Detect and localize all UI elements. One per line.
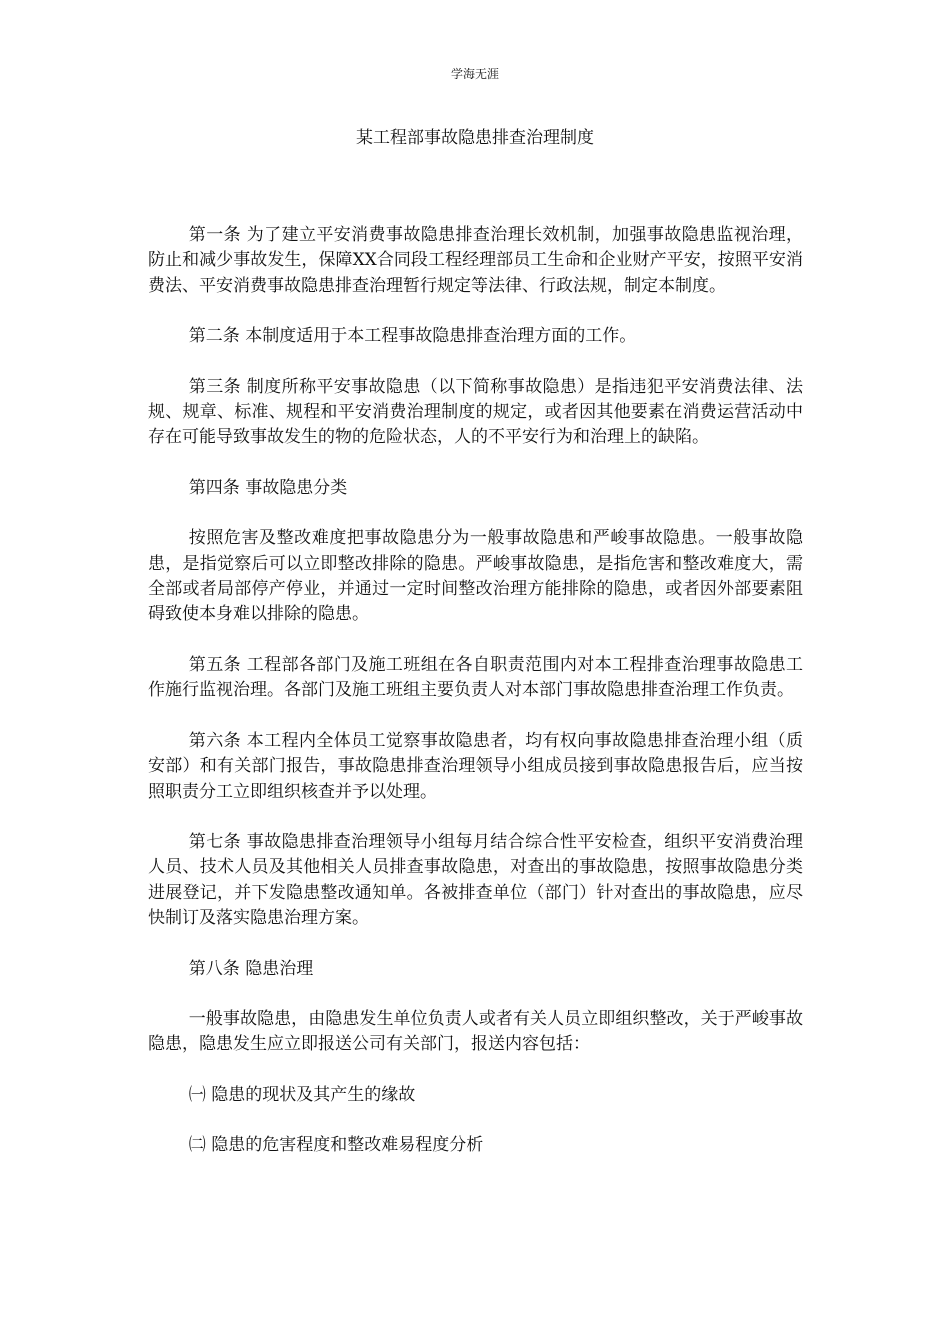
- paragraph-article-7: 第七条 事故隐患排查治理领导小组每月结合综合性平安检查，组织平安消费治理人员、技术人员及其他相关人员排查事故隐患，对查出的事故隐患，按照事故隐患分类进展登记，并下发隐患整改通知单。各被排查单位（部门）针对查出的事故隐患，应尽快制订及落实隐患治理方案。: [148, 831, 803, 929]
- paragraph-article-4: 第四条 事故隐患分类: [188, 477, 348, 498]
- paragraph-hazard-treatment: 一般事故隐患，由隐患发生单位负责人或者有关人员立即组织整改，关于严峻事故隐患，隐患发生应立即报送公司有关部门，报送内容包括：: [148, 1008, 803, 1055]
- paragraph-article-8: 第八条 隐患治理: [188, 958, 314, 979]
- paragraph-article-5: 第五条 工程部各部门及施工班组在各自职责范围内对本工程排查治理事故隐患工作施行监视治理。各部门及施工班组主要负责人对本部门事故隐患排查治理工作负责。: [148, 654, 803, 701]
- document-title: 某工程部事故隐患排查治理制度: [356, 128, 594, 148]
- paragraph-hazard-classification: 按照危害及整改难度把事故隐患分为一般事故隐患和严峻事故隐患。一般事故隐患，是指觉察后可以立即整改排除的隐患。严峻事故隐患，是指危害和整改难度大，需全部或者局部停产停业，并通过一定时间整改治理方能排除的隐患，或者因外部要素阻碍致使本身难以排除的隐患。: [148, 528, 803, 625]
- list-item-1: ㈠ 隐患的现状及其产生的缘故: [188, 1084, 416, 1105]
- paragraph-article-2: 第二条 本制度适用于本工程事故隐患排查治理方面的工作。: [188, 326, 637, 347]
- page-header: 学海无涯: [450, 67, 499, 81]
- document-body: [148, 223, 803, 1184]
- paragraph-article-1: 第一条 为了建立平安消费事故隐患排查治理长效机制，加强事故隐患监视治理，防止和减少事故发生，保障XX合同段工程经理部员工生命和企业财产平安，按照平安消费法、平安消费事故隐患排查治理暂行规定等法律、行政法规，制定本制度。: [148, 225, 803, 296]
- list-item-2: ㈡ 隐患的危害程度和整改难易程度分析: [188, 1135, 484, 1156]
- paragraph-article-6: 第六条 本工程内全体员工觉察事故隐患者，均有权向事故隐患排查治理小组（质安部）和有关部门报告，事故隐患排查治理领导小组成员接到事故隐患报告后，应当按照职责分工立即组织核查并予以处理。: [148, 730, 803, 802]
- paragraph-article-3: 第三条 制度所称平安事故隐患（以下简称事故隐患）是指违犯平安消费法律、法规、规章、标准、规程和平安消费治理制度的规定，或者因其他要素在消费运营活动中存在可能导致事故发生的物的危险状态，人的不平安行为和治理上的缺陷。: [148, 376, 803, 448]
